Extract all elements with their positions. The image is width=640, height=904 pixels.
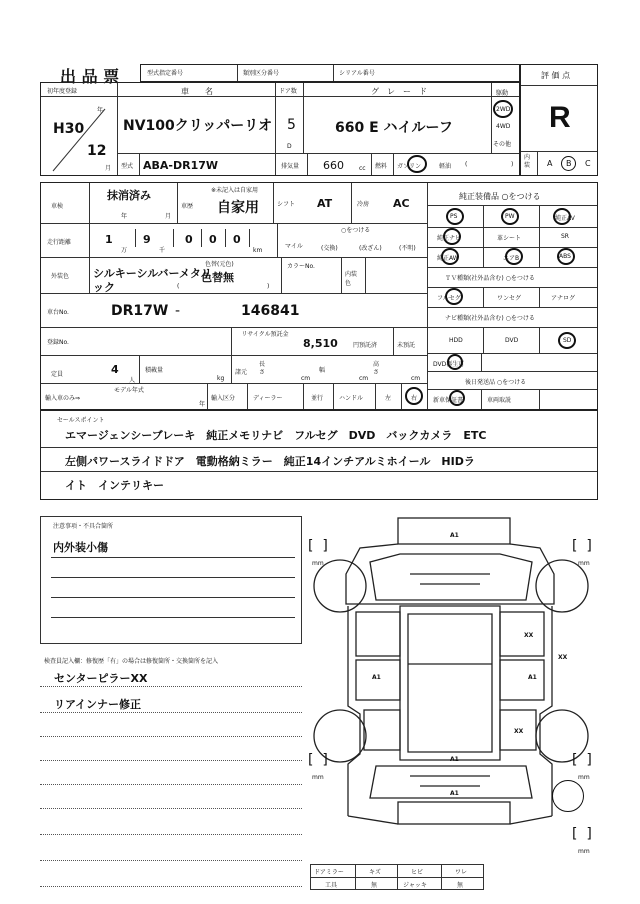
details-block: 車検 抹消済み 年 月 車歴 ※未記入は自家用 自家用 シフト AT 冷房 AC 走行距離 1 万 9 千 0 0 0 km マイル ○をつける (交換) (改ざん) (不明) 外装色 シルキーシルバーメタリック 色替(元色) 色替無 ( ) カラーNo. 内装色 車台No. DR17W - 146841 登録No. リサイクル預託金 8,510 円預託済 未預託 定員 4 人 積載量 kg 諸元 長さ cm 幅 cm 高さ cm 輸入車のみ⇒ モデル年式 年 輸入区分 ディーラー 並行 ハンドル 左 右 純正装備品 ○をつける PS PW 純正AV 純正ナビ 革シート SR 純正AW エアB ABS ＴＶ種類(社外品含む) ○をつける フルセグ ワンセグ アナログ ナビ種類(社外品含む) ○をつける HDD DVD SD DVD再生可 後日発送品 ○をつける 新車保証書 車両取説 xyxy=(40,182,598,410)
equip-av: 純正AV xyxy=(555,215,575,222)
height-label: 高さ xyxy=(373,361,380,376)
doors-label: ドア数 xyxy=(279,88,297,95)
table-cell: 無 xyxy=(371,882,378,889)
later-manual: 車両取説 xyxy=(487,397,512,404)
accessories-table xyxy=(310,864,484,890)
inspector-label: 検査員記入欄：修復歴「有」の場合は修復箇所・交換箇所を記入 xyxy=(44,658,219,665)
drive-2wd: 2WD xyxy=(496,106,511,113)
damage-mark: A1 xyxy=(450,532,459,539)
fuel-label: 燃料 xyxy=(375,163,388,170)
length-label: 長さ xyxy=(259,361,266,376)
mileage-altered: (改ざん) xyxy=(359,245,382,252)
import-cat-label: 輸入区分 xyxy=(211,395,236,402)
table-cell: ジャッキ xyxy=(403,882,427,889)
ac-value: AC xyxy=(393,197,410,210)
mm-bracket: [ ] xyxy=(572,826,592,842)
equip-navi-circle xyxy=(443,228,461,245)
navi-dvd: DVD xyxy=(505,337,519,344)
equip-aw-circle xyxy=(441,248,459,265)
drive-label: 駆動 xyxy=(496,90,509,97)
model-value: ABA-DR17W xyxy=(143,159,219,172)
mileage-digit: 0 xyxy=(185,233,193,246)
damage-mark: A1 xyxy=(450,756,459,763)
later-title: 後日発送品 ○をつける xyxy=(465,379,527,386)
later-warranty-circle xyxy=(449,390,465,406)
car-name: NV100クリッパーリオ xyxy=(123,118,273,134)
navi-sd-circle xyxy=(558,332,576,349)
first-reg-year: H30 xyxy=(53,121,85,137)
mileage-digit: 1 xyxy=(105,233,113,246)
mm-bracket: [ ] xyxy=(308,538,328,554)
interior-c: C xyxy=(585,159,591,168)
grade-label: グ レ ー ド xyxy=(371,87,427,96)
rating-value: R xyxy=(549,101,571,134)
tv-title: ＴＶ種類(社外品含む) ○をつける xyxy=(445,275,535,282)
displacement-value: 660 xyxy=(323,159,344,172)
equip-leather: 革シート xyxy=(497,235,522,242)
mileage-exchange: (交換) xyxy=(321,245,338,252)
color-label: 外装色 xyxy=(51,273,70,280)
mileage-digits xyxy=(93,225,273,255)
sales-line: 左側パワースライドドア 電動格納ミラー 純正14インチアルミホイール HIDラ xyxy=(65,455,475,468)
mileage-label: 走行距離 xyxy=(47,239,72,246)
mm-unit: mm xyxy=(578,560,590,567)
kg-unit: kg xyxy=(217,375,225,382)
tv-analog: アナログ xyxy=(551,295,576,302)
mileage-digit: 9 xyxy=(143,233,151,246)
repaint-label: 色替(元色) xyxy=(205,261,234,268)
interior-b-circle xyxy=(561,156,576,171)
mm-bracket: [ ] xyxy=(308,752,328,768)
capacity-label: 定員 xyxy=(51,371,64,378)
dvd-play-circle xyxy=(447,354,463,370)
header-id-row xyxy=(140,64,520,82)
circle-note: ○をつける xyxy=(341,227,371,234)
equip-airbag: エアB xyxy=(503,255,520,262)
repaint-value: 色替無 xyxy=(201,271,234,284)
navi-hdd: HDD xyxy=(449,337,463,344)
color-no-label: カラーNo. xyxy=(287,263,315,270)
model-label: 型式 xyxy=(121,163,134,170)
mile-label: マイル xyxy=(285,243,303,250)
navi-title: ナビ種類(社外品含む) ○をつける xyxy=(445,315,535,322)
model-year-label: モデル年式 xyxy=(114,387,144,394)
equip-pw-circle xyxy=(501,208,519,225)
cc-unit: cc xyxy=(359,165,366,172)
drive-other: その他 xyxy=(493,141,512,148)
chassis-prefix: DR17W xyxy=(111,303,169,319)
damage-mark: A1 xyxy=(372,674,381,681)
drive-2wd-circle xyxy=(493,100,513,118)
category-label: 類別区分番号 xyxy=(243,70,280,77)
car-name-label: 車 名 xyxy=(181,87,213,96)
parallel-option: 並行 xyxy=(311,395,324,402)
inspection-label: 車検 xyxy=(51,203,64,210)
notes-label: 注意事項・不具合箇所 xyxy=(53,523,114,530)
inspection-year-unit: 年 xyxy=(121,213,128,220)
table-cell: ドアミラー xyxy=(314,869,344,876)
sales-line: エマージェンシーブレーキ 純正メモリナビ フルセグ DVD バックカメラ ETC xyxy=(65,429,487,442)
recycle-value: 8,510 xyxy=(303,337,338,350)
dims-label: 諸元 xyxy=(235,369,248,376)
ac-label: 冷房 xyxy=(357,201,370,208)
man-unit: 万 xyxy=(121,247,128,254)
import-label: 輸入車のみ⇒ xyxy=(45,395,81,402)
year-suffix: 年 xyxy=(97,107,104,114)
equip-av-circle xyxy=(553,208,571,225)
fuel-value: ガソリン xyxy=(397,163,422,170)
shift-value: AT xyxy=(317,197,333,210)
inspector-line: センターピラーXX xyxy=(54,672,148,685)
damage-mark: XX xyxy=(558,654,568,661)
equip-abs-circle xyxy=(557,248,575,265)
mileage-unknown: (不明) xyxy=(399,245,416,252)
dealer-option: ディーラー xyxy=(253,395,283,402)
tv-fullseg-circle xyxy=(445,288,463,305)
rating-box xyxy=(520,64,598,176)
mileage-digit: 0 xyxy=(209,233,217,246)
interior-a: A xyxy=(547,159,553,168)
equip-aw: 純正AW xyxy=(437,255,459,262)
grade-value: 660 E ハイルーフ xyxy=(335,120,453,136)
equip-sr: SR xyxy=(561,233,569,240)
notes-box xyxy=(40,516,302,644)
sales-points-box xyxy=(40,410,598,500)
mm-bracket: [ ] xyxy=(572,752,592,768)
rating-label: 評 価 点 xyxy=(541,71,571,80)
equip-ps-circle xyxy=(446,208,464,225)
doors-value: 5 xyxy=(287,117,296,133)
sen-unit: 千 xyxy=(159,247,166,254)
interior-b: B xyxy=(566,159,572,168)
length-cm: cm xyxy=(301,375,311,382)
equip-airbag-circle xyxy=(505,248,523,265)
handle-label: ハンドル xyxy=(339,395,364,402)
chassis-dash: - xyxy=(175,303,181,319)
diagram-marker-circle xyxy=(552,780,584,812)
recycle-unpaid: 未預託 xyxy=(397,342,416,349)
damage-mark: XX xyxy=(514,728,524,735)
inspection-value: 抹消済み xyxy=(107,189,151,202)
damage-mark: A1 xyxy=(450,790,459,797)
damage-mark: XX xyxy=(524,632,534,639)
month-suffix: 月 xyxy=(105,165,112,172)
model-year-unit: 年 xyxy=(199,401,206,408)
tv-oneseg: ワンセグ xyxy=(497,295,522,302)
sales-line: イト インテリキー xyxy=(65,479,164,492)
mm-bracket: [ ] xyxy=(572,538,592,554)
table-cell: 無 xyxy=(457,882,464,889)
inspector-line: リアインナー修正 xyxy=(54,698,142,711)
equip-pw: PW xyxy=(505,213,515,220)
capacity-value: 4 xyxy=(111,363,119,376)
serial-label: シリアル番号 xyxy=(339,70,375,77)
equip-ps: PS xyxy=(450,213,458,220)
vehicle-row: 初年度登録 年 H30 12 月 車 名 NV100クリッパーリオ ドア数 5 D グ レ ー ド 660 E ハイルーフ 駆動 2WD 4WD その他 型式 ABA-DR17W 排気量 660 cc 燃料 ガソリン 軽油 ( ) xyxy=(40,82,520,176)
tv-fullseg: フルセグ xyxy=(437,295,461,302)
chassis-number: 146841 xyxy=(241,303,300,319)
diagonal-divider xyxy=(47,101,113,173)
first-reg-label: 初年度登録 xyxy=(47,88,78,95)
table-cell: ワレ xyxy=(455,869,468,876)
handle-left: 左 xyxy=(385,395,392,402)
diesel-label: 軽油 xyxy=(439,163,452,170)
width-cm: cm xyxy=(359,375,369,382)
notes-line: 内外装小傷 xyxy=(53,541,108,554)
displacement-label: 排気量 xyxy=(281,163,300,170)
recycle-label: リサイクル預託金 xyxy=(241,331,289,338)
mileage-digit: 0 xyxy=(233,233,241,246)
height-cm: cm xyxy=(411,375,421,382)
km-unit: km xyxy=(253,247,263,254)
width-label: 幅 xyxy=(319,367,326,374)
chassis-label: 車台No. xyxy=(47,309,69,316)
sales-label: セールスポイント xyxy=(57,417,105,424)
reg-no-label: 登録No. xyxy=(47,339,69,346)
mm-unit: mm xyxy=(578,848,590,855)
drive-4wd: 4WD xyxy=(496,123,511,130)
page-title: 出 品 票 xyxy=(60,67,120,86)
recycle-paid: 円預託済 xyxy=(353,342,378,349)
usage-value: 自家用 xyxy=(217,200,259,216)
usage-label: 車歴 xyxy=(181,203,194,210)
shift-label: シフト xyxy=(277,201,296,208)
load-label: 積載量 xyxy=(145,367,164,374)
mm-unit: mm xyxy=(578,774,590,781)
dvd-play: DVD再生可 xyxy=(433,361,465,368)
table-cell: キズ xyxy=(369,869,381,876)
interior-label: 内装 xyxy=(524,154,531,169)
inspection-month-unit: 月 xyxy=(165,213,172,220)
table-cell: 工具 xyxy=(325,882,338,889)
color-value: シルキーシルバーメタリック xyxy=(93,267,212,294)
model-designation-label: 型式指定番号 xyxy=(147,70,184,77)
interior-color-label: 内装色 xyxy=(345,271,358,287)
equipment-title: 純正装備品 ○をつける xyxy=(459,192,541,201)
mm-unit: mm xyxy=(312,774,324,781)
equip-abs: ABS xyxy=(559,253,571,260)
handle-right-circle xyxy=(405,387,423,405)
handle-right: 右 xyxy=(411,395,418,402)
doors-suffix: D xyxy=(287,143,292,150)
capacity-unit: 人 xyxy=(129,377,136,384)
first-reg-month: 12 xyxy=(87,143,107,159)
later-warranty: 新車保証書 xyxy=(433,397,464,404)
navi-sd: SD xyxy=(563,337,572,344)
damage-mark: A1 xyxy=(528,674,537,681)
table-cell: ヒビ xyxy=(411,869,424,876)
fuel-circle xyxy=(407,155,427,173)
equip-navi: 純正ナビ xyxy=(437,235,462,242)
mm-unit: mm xyxy=(312,560,324,567)
usage-note: ※未記入は自家用 xyxy=(211,187,259,194)
